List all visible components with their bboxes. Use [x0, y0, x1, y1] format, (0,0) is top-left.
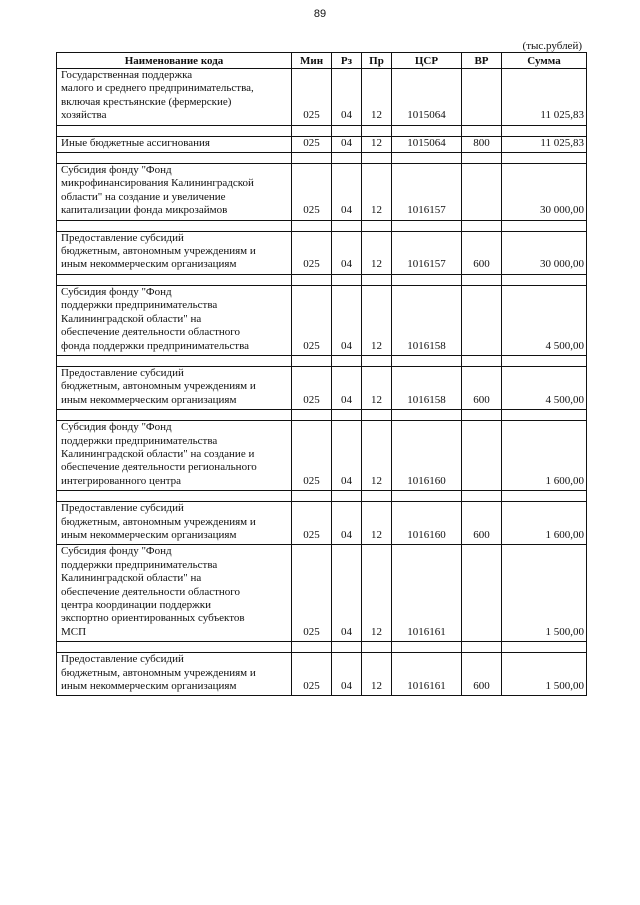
- header-vr: ВР: [462, 53, 502, 69]
- cell-name: Субсидия фонду "Фонд микрофинансирования Калининградской области" на создание и увеличение капитализации фонда микрозаймов: [57, 164, 292, 221]
- cell-name: Предоставление субсидий бюджетным, автономным учреждениям и иным некоммерческим организациям: [57, 502, 292, 545]
- header-min: Мин: [292, 53, 332, 69]
- cell-pr: 12: [362, 502, 392, 545]
- cell-vr: 600: [462, 366, 502, 409]
- cell-csr: 1016158: [392, 285, 462, 355]
- cell-min: 025: [292, 653, 332, 696]
- cell-rz: 04: [332, 69, 362, 126]
- table-row: [57, 502, 587, 545]
- cell-pr: 12: [362, 231, 392, 274]
- header-name: Наименование кода: [57, 53, 292, 69]
- cell-csr: 1016157: [392, 164, 462, 221]
- budget-table: [56, 52, 587, 696]
- cell-csr: 1016161: [392, 653, 462, 696]
- cell-min: 025: [292, 366, 332, 409]
- cell-csr: 1016160: [392, 421, 462, 491]
- cell-min: 025: [292, 231, 332, 274]
- cell-min: 025: [292, 545, 332, 642]
- cell-csr: 1016158: [392, 366, 462, 409]
- cell-rz: 04: [332, 164, 362, 221]
- page-number: 89: [313, 8, 327, 20]
- spacer-row: [57, 274, 587, 285]
- cell-name: Субсидия фонду "Фонд поддержки предпринимательства Калининградской области" на создание и обеспечение деятельности регионального интегрированного центра: [57, 421, 292, 491]
- cell-sum: 30 000,00: [502, 231, 587, 274]
- cell-min: 025: [292, 164, 332, 221]
- cell-pr: 12: [362, 545, 392, 642]
- table-row: [57, 285, 587, 355]
- table-row: [57, 164, 587, 221]
- cell-sum: 1 500,00: [502, 653, 587, 696]
- cell-pr: 12: [362, 136, 392, 152]
- cell-min: 025: [292, 69, 332, 126]
- cell-rz: 04: [332, 285, 362, 355]
- cell-rz: 04: [332, 545, 362, 642]
- cell-min: 025: [292, 136, 332, 152]
- spacer-row: [57, 125, 587, 136]
- cell-sum: 4 500,00: [502, 285, 587, 355]
- cell-name: Субсидия фонду "Фонд поддержки предпринимательства Калининградской области" на обеспечение деятельности областного фонда поддержки предпринимательства: [57, 285, 292, 355]
- cell-name: Иные бюджетные ассигнования: [57, 136, 292, 152]
- cell-rz: 04: [332, 421, 362, 491]
- cell-sum: 11 025,83: [502, 136, 587, 152]
- cell-rz: 04: [332, 136, 362, 152]
- cell-pr: 12: [362, 421, 392, 491]
- cell-csr: 1016161: [392, 545, 462, 642]
- cell-vr: 800: [462, 136, 502, 152]
- cell-vr: 600: [462, 231, 502, 274]
- table-row: [57, 421, 587, 491]
- table-row: [57, 136, 587, 152]
- cell-vr: 600: [462, 653, 502, 696]
- spacer-row: [57, 220, 587, 231]
- cell-sum: 1 500,00: [502, 545, 587, 642]
- header-rz: Рз: [332, 53, 362, 69]
- cell-min: 025: [292, 502, 332, 545]
- cell-rz: 04: [332, 366, 362, 409]
- cell-csr: 1016160: [392, 502, 462, 545]
- header-csr: ЦСР: [392, 53, 462, 69]
- cell-name: Государственная поддержка малого и среднего предпринимательства, включая крестьянские (фермерские) хозяйства: [57, 69, 292, 126]
- cell-csr: 1015064: [392, 69, 462, 126]
- cell-rz: 04: [332, 502, 362, 545]
- cell-vr: [462, 164, 502, 221]
- table-row: [57, 366, 587, 409]
- cell-name: Субсидия фонду "Фонд поддержки предпринимательства Калининградской области" на обеспечение деятельности областного центра координации поддержки экспортно ориентированных субъектов МСП: [57, 545, 292, 642]
- spacer-row: [57, 491, 587, 502]
- header-sum: Сумма: [502, 53, 587, 69]
- cell-pr: 12: [362, 69, 392, 126]
- cell-pr: 12: [362, 285, 392, 355]
- cell-name: Предоставление субсидий бюджетным, автономным учреждениям и иным некоммерческим организациям: [57, 366, 292, 409]
- spacer-row: [57, 153, 587, 164]
- table-header-row: [57, 53, 587, 69]
- header-pr: Пр: [362, 53, 392, 69]
- cell-vr: [462, 421, 502, 491]
- cell-vr: [462, 69, 502, 126]
- cell-sum: 4 500,00: [502, 366, 587, 409]
- table-row: [57, 653, 587, 696]
- cell-pr: 12: [362, 366, 392, 409]
- cell-sum: 1 600,00: [502, 502, 587, 545]
- cell-name: Предоставление субсидий бюджетным, автономным учреждениям и иным некоммерческим организациям: [57, 653, 292, 696]
- cell-pr: 12: [362, 653, 392, 696]
- table-row: [57, 231, 587, 274]
- spacer-row: [57, 355, 587, 366]
- table-row: [57, 69, 587, 126]
- cell-vr: [462, 285, 502, 355]
- cell-name: Предоставление субсидий бюджетным, автономным учреждениям и иным некоммерческим организациям: [57, 231, 292, 274]
- spacer-row: [57, 410, 587, 421]
- cell-sum: 11 025,83: [502, 69, 587, 126]
- cell-pr: 12: [362, 164, 392, 221]
- spacer-row: [57, 642, 587, 653]
- cell-min: 025: [292, 285, 332, 355]
- cell-sum: 30 000,00: [502, 164, 587, 221]
- cell-csr: 1016157: [392, 231, 462, 274]
- units-label: (тыс.рублей): [522, 40, 582, 52]
- cell-rz: 04: [332, 231, 362, 274]
- cell-min: 025: [292, 421, 332, 491]
- cell-vr: [462, 545, 502, 642]
- cell-rz: 04: [332, 653, 362, 696]
- cell-sum: 1 600,00: [502, 421, 587, 491]
- cell-vr: 600: [462, 502, 502, 545]
- table-row: [57, 545, 587, 642]
- cell-csr: 1015064: [392, 136, 462, 152]
